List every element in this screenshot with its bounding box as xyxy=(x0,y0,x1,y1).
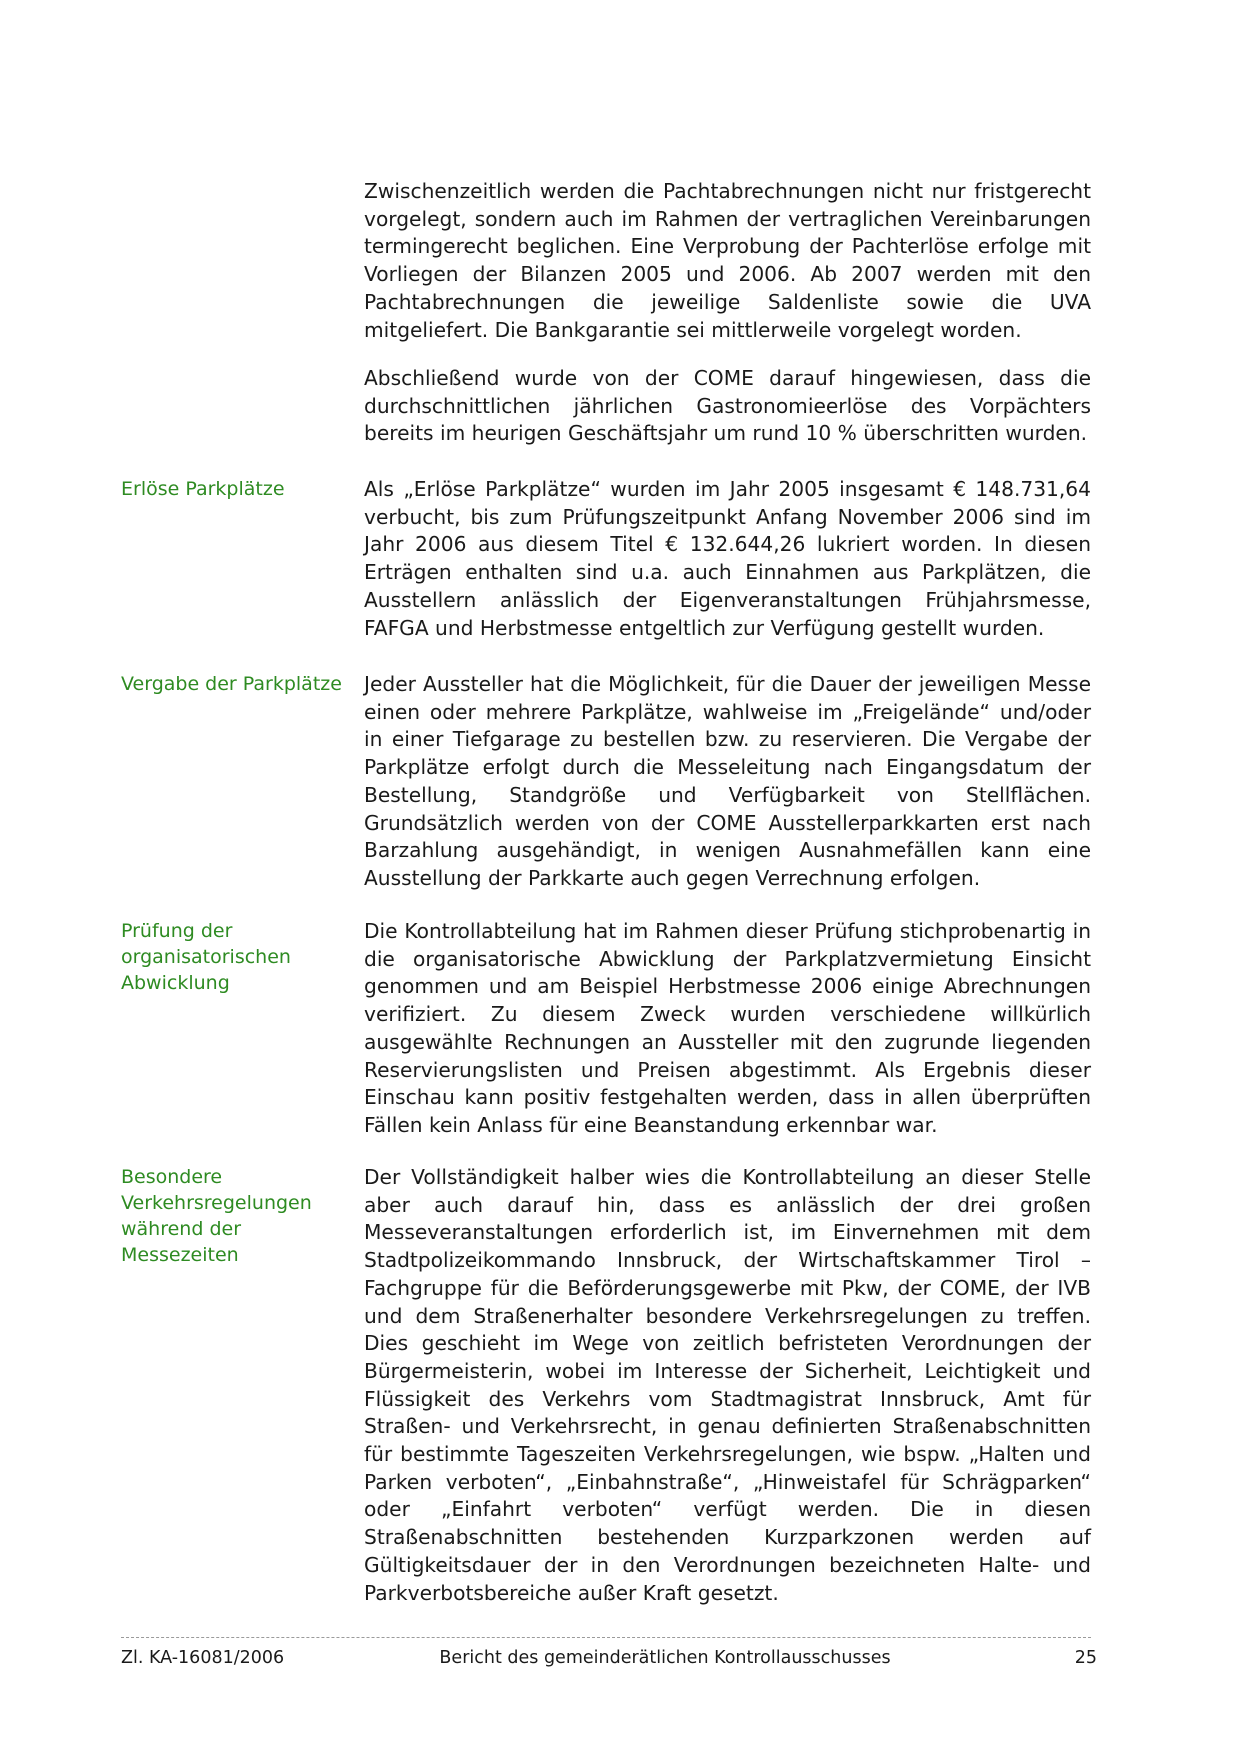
paragraph-pruefung-abwicklung: Die Kontrollabteilung hat im Rahmen dieser Prüfung stichprobenartig in die organisatorische Abwicklung der Parkplatzvermietung Einsicht genommen und am Beispiel Herbstmesse 2006 einige Abrechnungen verifiziert. Zu diesem Zweck wurden verschiedene willkürlich ausgewählte Rechnungen an Aussteller mit den zugrunde liegenden Reservierungslisten und Preisen abgestimmt. Als Ergebnis dieser Einschau kann positiv festgehalten werden, dass in allen überprüften Fällen kein Anlass für eine Beanstandung erkennbar war. xyxy=(364,919,1091,1137)
paragraph-gastronomieerloese: Abschließend wurde von der COME darauf hingewiesen, dass die durchschnittlichen jährlichen Gastronomieerlöse des Vorpächters bereits im heurigen Geschäftsjahr um rund 10 % überschritten wurden. xyxy=(364,366,1091,446)
page-number: 25 xyxy=(1074,1648,1097,1668)
side-heading-erloese-parkplaetze: Erlöse Parkplätze xyxy=(121,478,285,500)
paragraph-verkehrsregelungen: Der Vollständigkeit halber wies die Kontrollabteilung an dieser Stelle aber auch darauf hin, dass es anlässlich der drei großen Messeveranstaltungen erforderlich ist, im Einvernehmen mit dem Stadtpolizeikommando Innsbruck, der Wirtschaftskammer Tirol – Fachgruppe für die Beförderungsgewerbe mit Pkw, der COME, der IVB und dem Straßenerhalter besondere Verkehrsregelungen zu treffen. Dies geschieht im Wege von zeitlich befristeten Verordnungen der Bürgermeisterin, wobei im Interesse der Sicherheit, Leichtigkeit und Flüssigkeit des Verkehrs vom Stadtmagistrat Innsbruck, Amt für Straßen- und Verkehrsrecht, in genau definierten Straßenabschnitten für bestimmte Tageszeiten Verkehrsregelungen, wie bspw. „Halten und Parken verboten“, „Einbahnstraße“, „Hinweistafel für Schrägparken“ oder „Einfahrt verboten“ verfügt werden. Die in diesen Straßenabschnitten bestehenden Kurzparkzonen werden auf Gültigkeitsdauer der in den Verordnungen bezeichneten Halte- und Parkverbotsbereiche außer Kraft gesetzt. xyxy=(364,1165,1091,1605)
footer-reference: Zl. KA-16081/2006 xyxy=(121,1648,285,1668)
side-heading-vergabe-parkplaetze: Vergabe der Parkplätze xyxy=(121,673,342,695)
paragraph-erloese-parkplaetze: Als „Erlöse Parkplätze“ wurden im Jahr 2005 insgesamt € 148.731,64 verbucht, bis zum Prüfungszeitpunkt Anfang November 2006 sind im Jahr 2006 aus diesem Titel € 132.644,26 lukriert worden. In diesen Erträgen enthalten sind u.a. auch Einnahmen aus Parkplätzen, die Ausstellern anlässlich der Eigenveranstaltungen Frühjahrsmesse, FAFGA und Herbstmesse entgeltlich zur Verfügung gestellt wurden. xyxy=(364,477,1091,640)
paragraph-vergabe-parkplaetze: Jeder Aussteller hat die Möglichkeit, für die Dauer der jeweiligen Messe einen oder mehrere Parkplätze, wahlweise im „Freigelände“ und/oder in einer Tiefgarage zu bestellen bzw. zu reservieren. Die Vergabe der Parkplätze erfolgt durch die Messeleitung nach Eingangsdatum der Bestellung, Standgröße und Verfügbarkeit von Stellflächen. Grundsätzlich werden von der COME Ausstellerparkkarten erst nach Barzahlung ausgehändigt, in wenigen Ausnahmefällen kann eine Ausstellung der Parkkarte auch gegen Verrechnung erfolgen. xyxy=(364,672,1091,890)
side-heading-verkehrsregelungen: Besondere Verkehrsregelungen während der Messezeiten xyxy=(121,1166,312,1266)
paragraph-pachtabrechnungen: Zwischenzeitlich werden die Pachtabrechnungen nicht nur fristgerecht vorgelegt, sondern auch im Rahmen der vertraglichen Vereinbarungen termingerecht beglichen. Eine Verprobung der Pachterlöse erfolge mit Vorliegen der Bilanzen 2005 und 2006. Ab 2007 werden mit den Pachtabrechnungen die jeweilige Saldenliste sowie die UVA mitgeliefert. Die Bankgarantie sei mittlerweile vorgelegt worden. xyxy=(364,179,1091,342)
footer-divider xyxy=(121,1637,1091,1638)
footer-title: Bericht des gemeinderätlichen Kontrollausschusses xyxy=(439,1648,891,1668)
side-heading-pruefung-abwicklung: Prüfung der organisatorischen Abwicklung xyxy=(121,920,291,994)
